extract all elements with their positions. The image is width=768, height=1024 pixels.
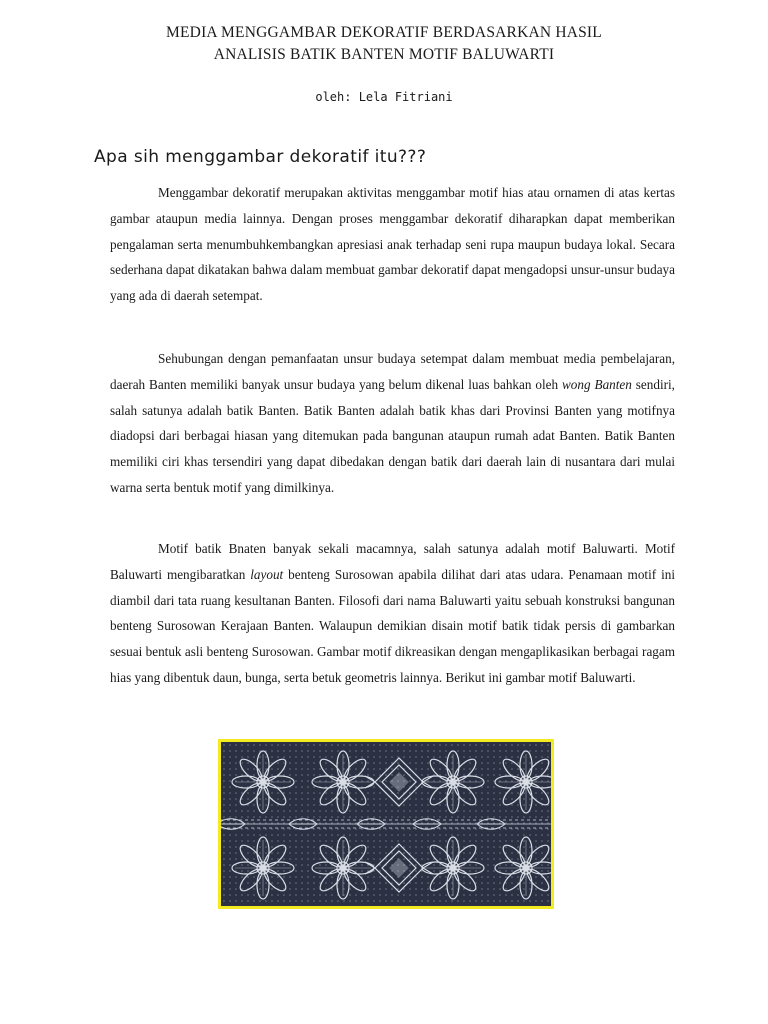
paragraph-3 <box>110 536 675 691</box>
paragraph-2 <box>110 346 675 501</box>
batik-baluwarti-image <box>218 739 554 909</box>
paragraph-3-text <box>110 536 675 691</box>
document-title <box>80 22 688 66</box>
paragraph-2-italic: wong Banten <box>562 376 632 392</box>
paragraph-1 <box>110 180 675 309</box>
title-line-1: MEDIA MENGGAMBAR DEKORATIF BERDASARKAN HASIL <box>166 24 602 41</box>
paragraph-3-before: Motif batik Bnaten banyak sekali macamnya, salah satunya adalah motif Baluwarti. Motif Baluwarti mengibaratkan <box>110 541 675 582</box>
paragraph-3-after: benteng Surosowan apabila dilihat dari atas udara. Penamaan motif ini diambil dari tata ruang kesultanan Banten. Filosofi dari nama Baluwarti yaitu sebuah konstruksi bangunan benteng Surosowan Kerajaan Banten. Walaupun demikian disain motif batik tidak persis di gambarkan sesuai bentuk asli benteng Surosowan. Gambar motif dikreasikan dengan mengaplikasikan berbagai ragam hias yang dibentuk daun, bunga, serta betuk geometris lainnya. Berikut ini gambar motif Baluwarti. <box>110 566 675 685</box>
paragraph-2-before: Sehubungan dengan pemanfaatan unsur budaya setempat dalam membuat media pembelajaran, daerah Banten memiliki banyak unsur budaya yang belum dikenal luas bahkan oleh <box>110 351 675 392</box>
paragraph-1-text: Menggambar dekoratif merupakan aktivitas menggambar motif hias atau ornamen di atas kertas gambar ataupun media lainnya. Dengan proses menggambar dekoratif diharapkan dapat memberikan pengalaman serta menumbuhkembangkan apresiasi anak terhadap seni rupa maupun budaya lokal. Secara sederhana dapat dikatakan bahwa dalam membuat gambar dekoratif dapat mengadopsi unsur-unsur budaya yang ada di daerah setempat. <box>110 185 675 304</box>
batik-pattern-illustration <box>221 742 551 906</box>
title-line-2: ANALISIS BATIK BANTEN MOTIF BALUWARTI <box>213 46 555 63</box>
paragraph-2-text <box>110 346 675 501</box>
section-heading: Apa sih menggambar dekoratif itu??? <box>94 147 427 167</box>
paragraph-2-after: sendiri, salah satunya adalah batik Banten. Batik Banten adalah batik khas dari Provinsi Banten yang motifnya diadopsi dari berbagai hiasan yang ditemukan pada bangunan ataupun rumah adat Banten. Batik Banten memiliki ciri khas tersendiri yang dapat dibedakan dengan batik dari daerah lain di nusantara dari mulai warna serta bentuk motif yang dimilkinya. <box>110 376 675 495</box>
paragraph-3-italic: layout <box>250 566 284 582</box>
author-line: oleh: Lela Fitriani <box>315 90 453 104</box>
